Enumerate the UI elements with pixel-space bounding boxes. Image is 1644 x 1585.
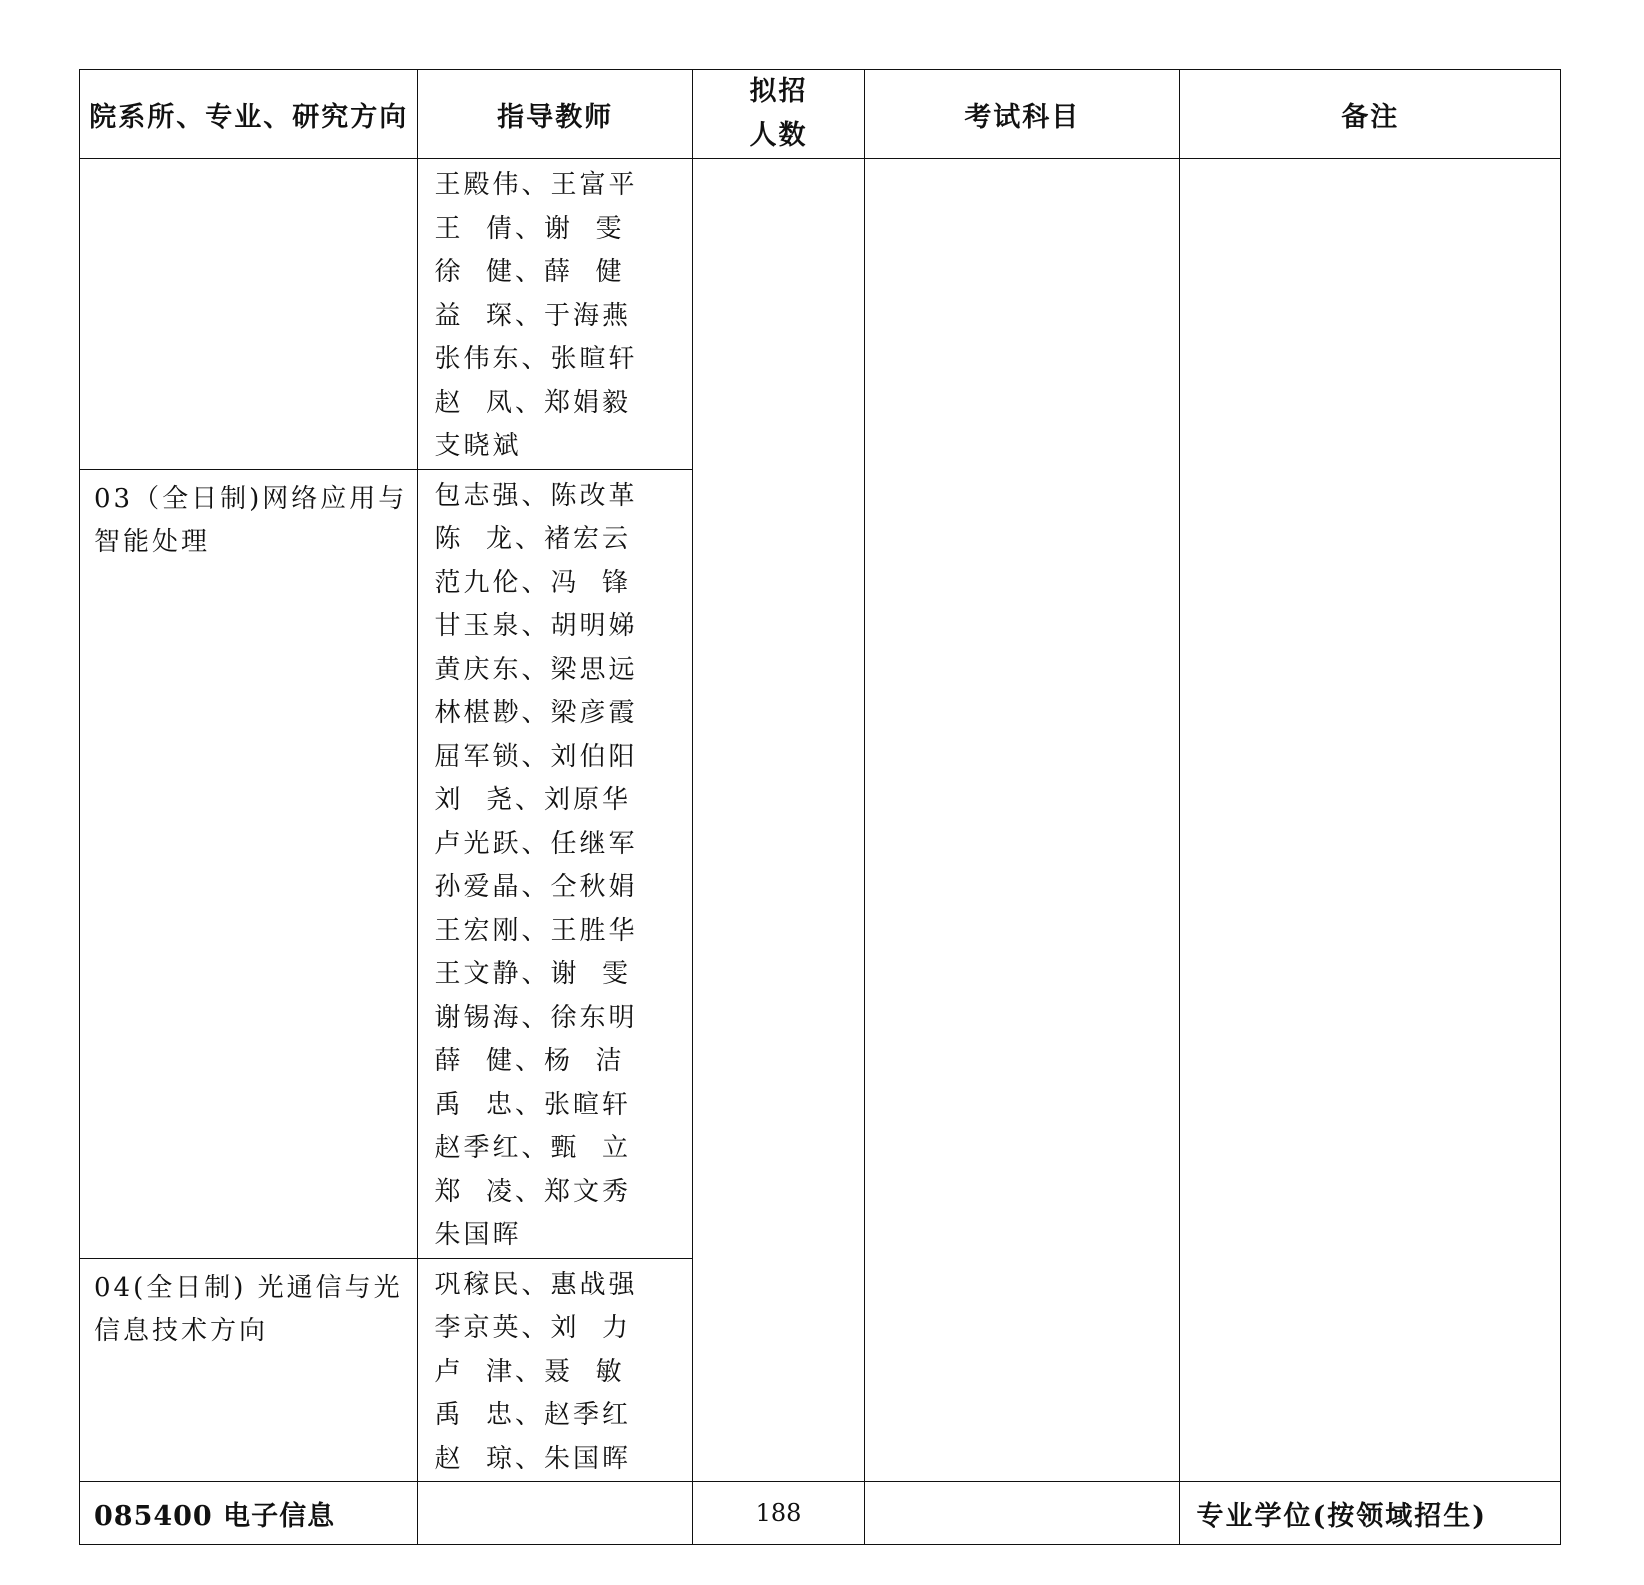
header-remark: 备注 [1180, 70, 1561, 159]
teacher-line: 禹 忠、赵季红 [434, 1400, 631, 1430]
teacher-line: 陈 龙、褚宏云 [434, 524, 631, 554]
teacher-line: 薛 健、杨 洁 [434, 1046, 625, 1076]
quota-cell-merged [692, 159, 864, 1482]
teacher-line: 朱国晖 [434, 1220, 522, 1250]
major-quota-cell [692, 1482, 864, 1545]
major-row [80, 1482, 1561, 1545]
header-quota [692, 70, 864, 159]
header-quota-line2: 人数 [749, 120, 808, 151]
direction-cell [80, 469, 418, 1258]
teacher-line: 赵 琼、朱国晖 [434, 1443, 631, 1474]
teacher-cell [418, 469, 692, 1258]
major-remark-cell [1180, 1482, 1561, 1545]
teacher-line: 甘玉泉、胡明娣 [434, 611, 638, 641]
teacher-line: 卢光跃、任继军 [434, 828, 638, 859]
remark-cell-merged [1180, 159, 1561, 1482]
header-quota-line1: 拟招 [749, 76, 808, 107]
teacher-line: 支晓斌 [434, 431, 522, 461]
teacher-line: 卢 津、聂 敏 [434, 1356, 625, 1387]
major-teacher-cell [418, 1482, 692, 1545]
major-remark: 专业学位(按领域招生) [1196, 1500, 1488, 1532]
header-exam: 考试科目 [865, 70, 1180, 159]
teacher-list [418, 1259, 691, 1482]
teacher-line: 徐 健、薛 健 [434, 257, 625, 287]
teacher-line: 益 琛、于海燕 [434, 300, 631, 331]
direction-name [80, 159, 417, 167]
teacher-cell [418, 1258, 692, 1482]
teacher-line: 孙爱晶、仝秋娟 [434, 872, 638, 902]
teacher-line: 张伟东、张暄轩 [434, 344, 638, 374]
major-cell [80, 1482, 418, 1545]
teacher-line: 禹 忠、张暄轩 [434, 1089, 631, 1120]
major-quota: 188 [755, 1499, 802, 1527]
header-teacher: 指导教师 [418, 70, 692, 159]
teacher-list [418, 159, 691, 469]
teacher-line: 林椹尠、梁彦霞 [434, 698, 638, 728]
teacher-line: 王殿伟、王富平 [434, 170, 638, 200]
major-exam-cell [865, 1482, 1180, 1545]
teacher-line: 刘 尧、刘原华 [434, 785, 631, 815]
table-row [80, 159, 1561, 470]
teacher-line: 巩稼民、惠战强 [434, 1269, 638, 1300]
teacher-line: 屈军锁、刘伯阳 [434, 741, 638, 772]
teacher-line: 王宏刚、王胜华 [434, 915, 638, 946]
teacher-line: 王 倩、谢 雯 [434, 213, 625, 244]
teacher-line: 王文静、谢 雯 [434, 959, 631, 989]
direction-name: 03（全日制)网络应用与智能处理 [94, 483, 408, 557]
teacher-line: 赵 凤、郑娟毅 [434, 387, 631, 418]
teacher-line: 李京英、刘 力 [434, 1313, 631, 1343]
direction-name: 04(全日制) 光通信与光信息技术方向 [94, 1272, 403, 1346]
header-row [80, 70, 1561, 159]
teacher-line: 赵季红、甄 立 [434, 1133, 631, 1163]
teacher-line: 范九伦、冯 锋 [434, 567, 631, 598]
teacher-line: 黄庆东、梁思远 [434, 654, 638, 685]
teacher-cell [418, 159, 692, 470]
teacher-line: 包志强、陈改革 [434, 480, 638, 511]
major-name: 085400 电子信息 [94, 1500, 336, 1532]
enrollment-table [79, 69, 1561, 1545]
direction-cell [80, 1258, 418, 1482]
direction-cell [80, 159, 418, 470]
exam-cell-merged [865, 159, 1180, 1482]
teacher-line: 郑 凌、郑文秀 [434, 1176, 631, 1207]
teacher-list [418, 470, 691, 1258]
header-dept: 院系所、专业、研究方向 [80, 70, 418, 159]
teacher-line: 谢锡海、徐东明 [434, 1002, 638, 1033]
